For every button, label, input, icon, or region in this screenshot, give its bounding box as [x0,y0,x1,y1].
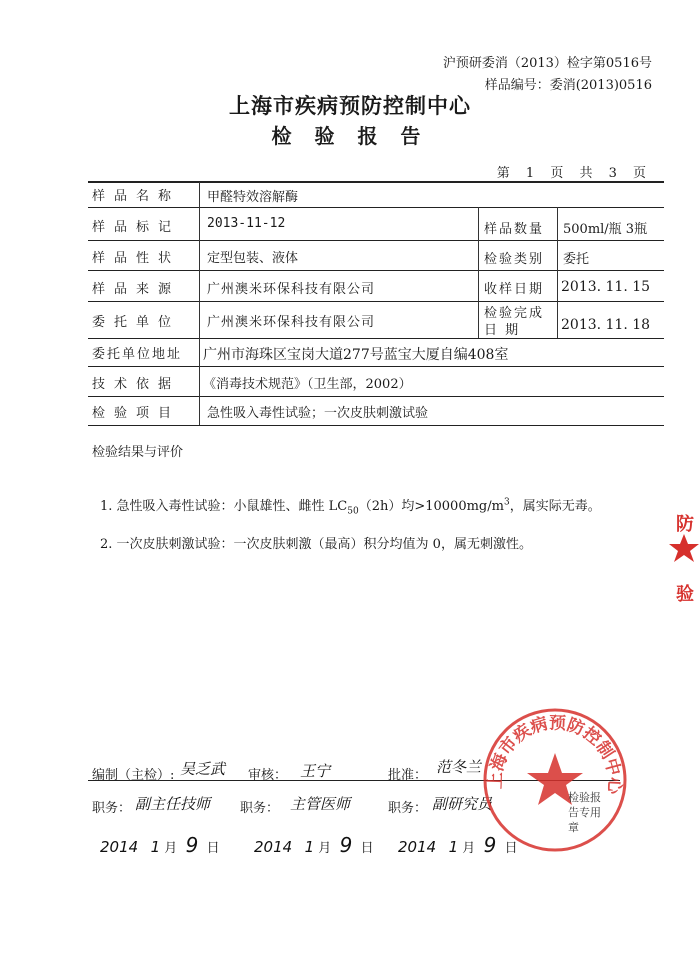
value-receive-date: 2013. 11. 15 [561,279,651,295]
approver-date: 2014 1 月 9 日 [398,833,518,857]
value-sample-mark: 2013-11-12 [207,216,286,231]
label-receive-date: 收样日期 [484,282,545,297]
compiler-date: 2014 1 月 9 日 [100,833,220,857]
label-sample-name: 样品名称 [92,189,181,204]
reviewer-date: 2014 1 月 9 日 [254,833,374,857]
side-seal-text: 防 验 [676,514,694,605]
reviewer-label: 审核： [248,768,288,783]
organization-title: 上海市疾病预防控制中心 [229,94,471,118]
svg-text:上海市疾病预防控制中心: 上海市疾病预防控制中心 [485,713,625,795]
label-completion-date-1: 检验完成 [484,306,545,321]
value-test-category: 委托 [563,252,590,267]
reviewer-title: 主管医师 [290,795,351,813]
reviewer-title-label: 职务： [240,801,280,816]
label-technical-basis: 技术依据 [92,377,181,392]
result-item-1: 1. 急性吸入毒性试验：小鼠雄性、雌性 $LC_{50}(2h)$均$>10000mg/m^3$，属实际无毒。 [100,497,601,517]
value-completion-date: 2013. 11. 18 [561,317,651,333]
side-seal-star [668,532,700,564]
label-sample-quantity: 样品数量 [484,222,545,237]
approver-signature: 范冬兰 [436,758,482,776]
label-test-category: 检验类别 [484,252,545,267]
label-test-items: 检验项目 [92,406,181,421]
label-sample-source: 样品来源 [92,282,181,297]
result-item-2: 2. 一次皮肤刺激试验：一次皮肤刺激（最高）积分均值为 0，属无刺激性。 [100,537,532,552]
page-info: 第 1 页 共 3 页 [496,166,652,181]
approver-label: 批准： [388,768,428,783]
seal-subtitle: 检验报告专用章 [568,791,601,834]
report-title: 检 验 报 告 [271,124,429,148]
value-test-items: 急性吸入毒性试验；一次皮肤刺激试验 [207,406,429,421]
label-sample-state: 样品性状 [92,251,181,266]
label-client-address: 委托单位地址 [92,347,183,362]
value-technical-basis: 《消毒技术规范》（卫生部，2002） [203,377,412,392]
compiler-title: 副主任技师 [135,795,211,813]
value-sample-name: 甲醛特效溶解酶 [207,190,299,205]
value-sample-state: 定型包装、液体 [207,251,299,266]
value-sample-source: 广州澳米环保科技有限公司 [207,282,376,297]
value-sample-quantity: 500ml/瓶 3瓶 [563,222,648,237]
label-completion-date-2: 日 期 [484,323,521,338]
reviewer-signature: 王宁 [300,762,331,780]
approver-title: 副研究员 [432,795,493,813]
compiler-label: 编制（主检）: [92,768,175,783]
value-client: 广州澳米环保科技有限公司 [207,315,376,330]
results-heading: 检验结果与评价 [92,445,184,460]
compiler-signature: 吴乏武 [180,760,226,778]
sample-number: 样品编号：委消(2013)0516 [484,78,652,93]
reference-number: 沪预研委消（2013）检字第0516号 [442,56,652,71]
label-client: 委托单位 [92,315,181,330]
compiler-title-label: 职务： [92,801,132,816]
value-client-address: 广州市海珠区宝岗大道277号蓝宝大厦自编408室 [203,347,509,363]
approver-title-label: 职务： [388,801,428,816]
label-sample-mark: 样品标记 [92,220,181,235]
